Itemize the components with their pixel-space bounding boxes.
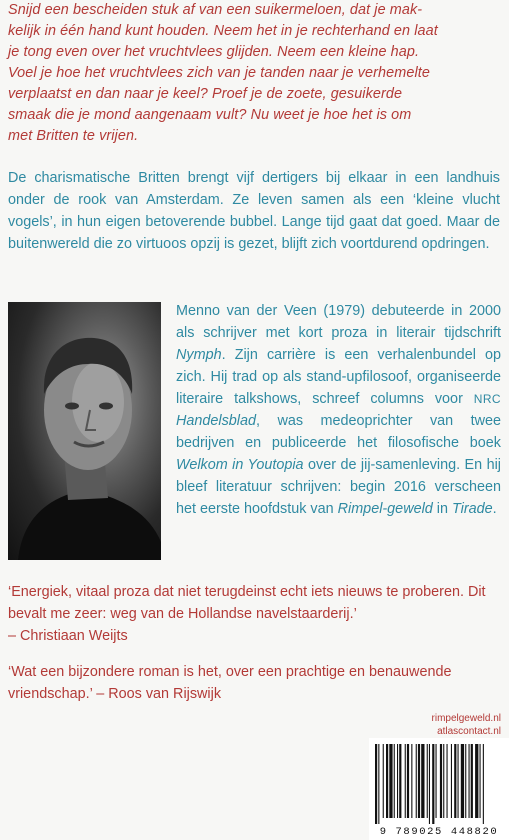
barcode-bar [407, 744, 409, 818]
author-photo [8, 302, 161, 560]
barcode-bar [475, 744, 478, 818]
barcode-bar [411, 744, 412, 818]
bio-text: , was medeoprichter van twee bedrijven en publiceerde het filosofische boek [176, 413, 501, 451]
barcode [369, 738, 509, 840]
barcode-bar [421, 744, 424, 818]
barcode-bar [405, 744, 406, 818]
barcode-bar [427, 744, 428, 818]
quote-line: Voel je hoe het vruchtvlees zich van je tanden naar je verhemelte [8, 65, 430, 81]
bio-text: over de jij-samenleving. En hij bleef literatuur schrijven: begin 2016 verscheen het eerste hoofdstuk van [176, 457, 501, 517]
quote-line: kelijk in één hand kunt houden. Neem het in je rechterhand en laat [8, 23, 438, 39]
barcode-bar [471, 744, 473, 818]
review-author: – Christiaan Weijts [8, 628, 128, 644]
barcode-bar [386, 744, 388, 818]
barcode-bar [436, 744, 437, 818]
website-url: rimpelgeweld.nl [431, 713, 501, 724]
barcode-bar [399, 744, 401, 818]
book-title: Welkom in Youtopia [176, 457, 304, 473]
barcode-bar [447, 744, 448, 818]
review-author: – Roos van Rijswijk [92, 686, 222, 702]
barcode-bar [443, 744, 444, 818]
review-quote [8, 581, 500, 647]
novel-title: Rimpel-geweld [337, 501, 433, 517]
barcode-bar [383, 744, 384, 818]
barcode-bar [465, 744, 466, 818]
website-links [432, 712, 501, 738]
barcode-bar [483, 744, 484, 824]
review-text: ‘Wat een bijzondere roman is het, over een prachtige en benauwende vriendschap.’ [8, 664, 452, 702]
quote-line: verplaatst en dan naar je keel? Proef je de zoete, gesuikerde [8, 86, 403, 102]
intro-quote [8, 0, 500, 147]
author-portrait-graphic [8, 302, 161, 560]
barcode-bar [480, 744, 481, 818]
barcode-bar [378, 744, 379, 824]
barcode-bar [375, 744, 377, 824]
synopsis-blurb: De charismatische Britten brengt vijf dertigers bij elkaar in een landhuis onder de rook van Amsterdam. Ze leven samen als een ‘kleine vlucht vogels’, in hun eigen betoverende bubbel. Lange tijd gaat dat goed. Maar de buitenwereld die zo virtuoos opzij is gezet, blijft zich voortdurend opdringen. [8, 170, 500, 252]
barcode-bar [429, 744, 430, 824]
newspaper-abbrev: NRC [473, 392, 501, 406]
journal-title: Tirade [452, 501, 493, 517]
barcode-bar [432, 744, 434, 824]
review-quote [8, 661, 500, 705]
barcode-bar [397, 744, 398, 818]
barcode-bar [469, 744, 470, 818]
barcode-bar [458, 744, 459, 818]
isbn-number: 9 789025 448820 [379, 826, 499, 838]
barcode-bar [451, 744, 452, 818]
barcode-bar [389, 744, 392, 818]
bio-text: . Zijn carrière is een verhalenbundel op zich. Hij trad op als stand-upfilosoof, organiseerde literaire talkshows, schreef columns voor [176, 347, 501, 407]
barcode-bar [418, 744, 420, 818]
quote-line: Snijd een bescheiden stuk af van een suikermeloen, dat je mak- [8, 2, 423, 18]
bio-text: in [432, 501, 452, 517]
magazine-title: Nymph [176, 347, 222, 363]
bio-text: . [492, 501, 497, 517]
website-url: atlascontact.nl [437, 726, 501, 737]
barcode-bar [394, 744, 395, 818]
bio-text: Menno van der Veen (1979) debuteerde in 2000 als schrijver met kort proza in literair tijdschrift [176, 303, 501, 341]
barcode-bar [461, 744, 464, 818]
author-bio [176, 300, 501, 520]
quote-line: met Britten te vrijen. [8, 128, 139, 144]
barcode-bar [440, 744, 442, 818]
newspaper-title: Handelsblad [176, 413, 257, 429]
barcode-bar [416, 744, 417, 818]
review-text: ‘Energiek, vitaal proza dat niet terugdeinst echt iets nieuws te proberen. Dit bevalt me zeer: weg van de Hollandse navelstaarderij.’ [8, 584, 486, 622]
barcode-bar [454, 744, 456, 818]
barcode-bars [373, 744, 505, 824]
quote-line: smaak die je mond aangenaam vult? Nu weet je hoe het is om [8, 107, 412, 123]
quote-line: je tong even over het vruchtvlees glijden. Neem een kleine hap. [8, 44, 420, 60]
